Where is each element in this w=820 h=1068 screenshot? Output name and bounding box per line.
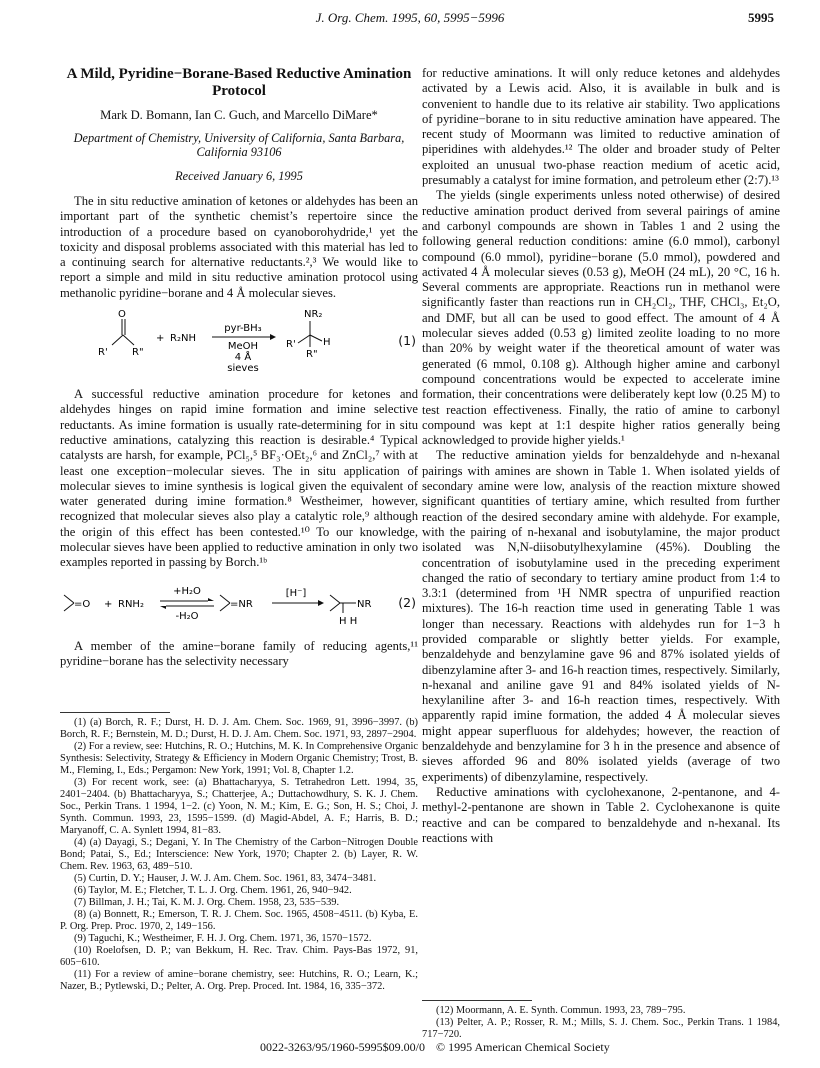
oxygen-label: O [118,309,126,321]
footnote: (10) Roelofsen, D. P.; van Bekkum, H. Rec. Trav. Chim. Pays-Bas 1972, 91, 605−610. [60,945,418,968]
reagent-bottom-3: sieves [227,363,259,375]
footnote: (2) For a review, see: Hutchins, R. O.; Hutchins, M. K. In Comprehensive Organic Synthesis: Selectivity, Strategy & Efficiency in Modern Organic Chemistry; Trost, B. M., Fleming, I., Eds.; Pergamon: New York, 1991; Vol. 8, Chapter 1.2. [60,741,418,776]
amine-2: RNH₂ [118,598,144,610]
equation-number-2: (2) [398,594,416,610]
journal-citation: J. Org. Chem. 1995, 60, 5995−5996 [315,10,505,25]
paragraph: A member of the amine−borane family of reducing agents,¹¹ pyridine−borane has the selectivity necessary [60,638,418,668]
imine-label: =NR [230,598,253,610]
amine-label: R₂NH [170,333,196,345]
footnote-rule [60,712,170,713]
footnote: (3) For recent work, see: (a) Bhattacharyya, S. Tetrahedron Lett. 1994, 35, 2401−2404. (b) Bhattacharyya, S.; Chatterjee, A.; Duttachowdhury, S. K. J. Chem. Soc., Perkin Trans. 1 1994, 1−2. (c) Yoon, N. M.; Kim, E. G.; Son, H. S.; Choi, J. Synth. Commun. 1993, 23, 1595−1599. (d) Magid-Abdel, A. F.; Harris, B. D.; Maryanoff, C. A. Synlett 1994, 81−83. [60,777,418,836]
product-r2: R" [306,349,318,361]
reagent-bottom-1: MeOH [227,341,259,353]
reaction-scheme-2 [60,577,418,633]
paragraph: Reductive aminations with cyclohexanone, 2-pentanone, and 4-methyl-2-pentanone are shown in Table 2. Cyclohexanone is quite reactive and can be compared to benzaldehyde and n-hexanal. Its reactions with [422,784,780,845]
paragraph: The in situ reductive amination of ketones or aldehydes has been an important part of the synthetic chemist’s repertoire since the introduction of a procedure based on cyanoborohydride,¹ yet the toxicity and disposal problems associated with this material has led to a continuing search for alternative reductants.²,³ We would like to report a simple and mild in situ reductive amination protocol using methanolic pyridine−borane and 4 Å molecular sieves. [60,194,418,300]
article-title: A Mild, Pyridine−Borane-Based Reductive Amination Protocol [66,66,412,99]
equation-2 [60,577,418,633]
footnote: (6) Taylor, M. E.; Fletcher, T. L. J. Org. Chem. 1961, 26, 940−942. [74,885,352,896]
equation-number-1: (1) [398,333,416,349]
affiliation: Department of Chemistry, University of California, Santa Barbara, California 93106 [73,131,405,159]
product-r1: R' [286,339,296,351]
footnotes-left [60,702,418,993]
left-column [60,66,418,669]
paragraph: The reductive amination yields for benzaldehyde and n-hexanal pairings with amines are shown in Table 1. When isolated yields of secondary amine were low, analysis of the reaction mixture showed significant quantities of tertiary amine, which resulted from further reaction of the desired secondary amine with aldehyde. For example, with the pairing of n-hexanal and isobutylamine, the major product isolated was N,N-diisobutylhexylamine (45%). Doubling the concentration of isobutylamine used in the preceding experiment changed the ratio of secondary to tertiary amine product from 1:4 to 3.3:1 (determined from ¹H NMR spectra of unpurified reaction mixtures). The 16-h reaction time used in generating Table 1 was longer than necessary. Reactions with aldehydes run for 1−3 h provided comparable or slightly better yields. For example, benzaldehyde and benzylamine gave 96 and 87% isolated yields of dibenzylamine after 3- and 16-h reaction times, respectively. Similarly, n-hexanal and aniline gave 91 and 84% isolated yields of N-hexylaniline after 3- and 16-h reaction times, respectively. With apparently rapid imine formation, the added 4 Å molecular sieves might appear superfluous for aldehydes; however, the reaction of benzaldehyde and benzylamine for 3 h in the presence and absence of sieves afforded 96 and 80% isolated yields (average of two experiments) of dibenzylamine, respectively. [422,448,780,784]
footnote: (8) (a) Bonnett, R.; Emerson, T. R. J. Chem. Soc. 1965, 4508−4511. (b) Kyba, E. P. Org. Prep. Proc. 1970, 2, 149−156. [60,909,418,932]
reaction-scheme-1 [60,305,418,383]
r2-label: R" [132,347,144,359]
arrow-bottom-label: -H₂O [175,610,199,622]
copyright: © 1995 American Chemical Society [436,1040,610,1054]
plus-sign: + [156,333,165,345]
running-header [0,10,820,30]
paragraph: A successful reductive amination procedure for ketones and aldehydes hinges on rapid imine formation and imine selective reductants. As imine formation is usually rate-determining for in situ reductive aminations, catalyzing this reaction is desirable.⁴ Typical catalysts are harsh, for example, PCl₅,⁵ BF₃·OEt₂,⁶ and ZnCl₂,⁷ with at least one exception−molecular sieves. The in situ application of molecular sieves to imine synthesis is logical given the equivalent of water generated during imine formation.⁸ Westheimer, however, recognized that molecular sieves also play a catalytic role,⁹ although the origin of this effect has been contested.¹⁰ To our knowledge, molecular sieves have been applied to reductive amination in only two examples reported in passing by Borch.¹ᵇ [60,387,418,570]
footnote: (12) Moormann, A. E. Synth. Commun. 1993, 23, 789−795. [436,1005,686,1016]
equation-1 [60,305,418,383]
footnote: (7) Billman, J. H.; Tai, K. M. J. Org. Chem. 1958, 23, 535−539. [74,897,340,908]
right-column [422,66,780,846]
product-h: H [323,337,331,349]
r1-label: R' [98,347,108,359]
product-hh: H H [339,615,358,627]
reagent-top: pyr-BH₃ [224,323,262,335]
plus-sign-2: + [104,598,113,610]
footnote-rule [422,1000,532,1001]
arrow-top-label: +H₂O [173,585,201,597]
footnote: (11) For a review of amine−borane chemistry, see: Hutchins, R. O.; Learn, K.; Nazer, B.; Pytlewski, D.; Pelter, A. Org. Prep. Proced. Int. 1984, 16, 335−372. [60,969,418,992]
reagent-bottom-2: 4 Å [234,352,252,364]
product-nr2: NR₂ [304,309,323,321]
article-code: 0022-3263/95/1960-5995$09.00/0 [260,1040,425,1054]
reducing-agent: [H⁻] [285,587,307,599]
product-nr: NR [357,598,372,610]
footnote: (4) (a) Dayagi, S.; Degani, Y. In The Chemistry of the Carbon−Nitrogen Double Bond; Patai, S., Ed.; Interscience: New York, 1970; Chapter 2. (b) Layer, R. W. Chem. Rev. 1963, 63, 489−510. [60,837,418,872]
footnote: (1) (a) Borch, R. F.; Durst, H. D. J. Am. Chem. Soc. 1969, 91, 3996−3997. (b) Borch, R. F.; Bernstein, M. D.; Durst, H. D. J. Am. Chem. Soc. 1971, 93, 2897−2904. [60,717,418,740]
footnotes-right [422,990,780,1041]
carbonyl-label: =O [74,598,91,610]
footnote: (13) Pelter, A. P.; Rosser, R. M.; Mills, S. J. Chem. Soc., Perkin Trans. 1 1984, 717−720. [422,1017,780,1040]
received-date: Received January 6, 1995 [175,169,303,183]
footnote: (5) Curtin, D. Y.; Hauser, J. W. J. Am. Chem. Soc. 1961, 83, 3474−3481. [74,873,377,884]
footnote: (9) Taguchi, K.; Westheimer, F. H. J. Org. Chem. 1971, 36, 1570−1572. [74,933,372,944]
paragraph: for reductive aminations. It will only reduce ketones and aldehydes activated by a Lewis acid. Also, it is available in bulk and is convenient to handle due to its relative air stability. Two applications of pyridine−borane to in situ reductive amination have appeared. The recent study of Moormann was limited to reductive amination of piperidines with aldehydes.¹² The older and broader study of Pelter exploited an unusual two-phase reaction medium of acetic acid, presumably a catalyst for imine formation, and petroleum ether (2:7).¹³ [422,66,780,188]
paragraph: The yields (single experiments unless noted otherwise) of desired reductive amination product derived from several pairings of amine and carbonyl compounds are shown in Tables 1 and 2 using the following general reduction conditions: amine (6.0 mmol), carbonyl compound (6.0 mmol), pyridine−borane (5.0 mmol), powdered and activated 4 Å molecular sieves (0.53 g), MeOH (24 mL), 20 °C, 16 h. Several comments are appropriate. Reactions run in methanol were significantly faster than reactions run in CH₂Cl₂, THF, CHCl₃, Et₂O, and DMF, but all can be used to good effect. The amount of 4 Å molecular sieves added (0.53 g) limited zeolite loading to no more than 20% by weight water if the theoretical amount of water was generated (6 mmol, 0.108 g). Although higher amine and carbonyl compound concentrations would be expected to accelerate imine formation, their concentrations were deliberately kept low (0.25 M) to test reaction effectiveness. Finally, the ratio of amine to carbonyl compound was kept at 1:1 despite higher ratios generally being acknowledged to provide higher yields.¹ [422,188,780,448]
authors: Mark D. Bomann, Ian C. Guch, and Marcello DiMare* [100,108,378,122]
page-number: 5995 [748,10,774,25]
